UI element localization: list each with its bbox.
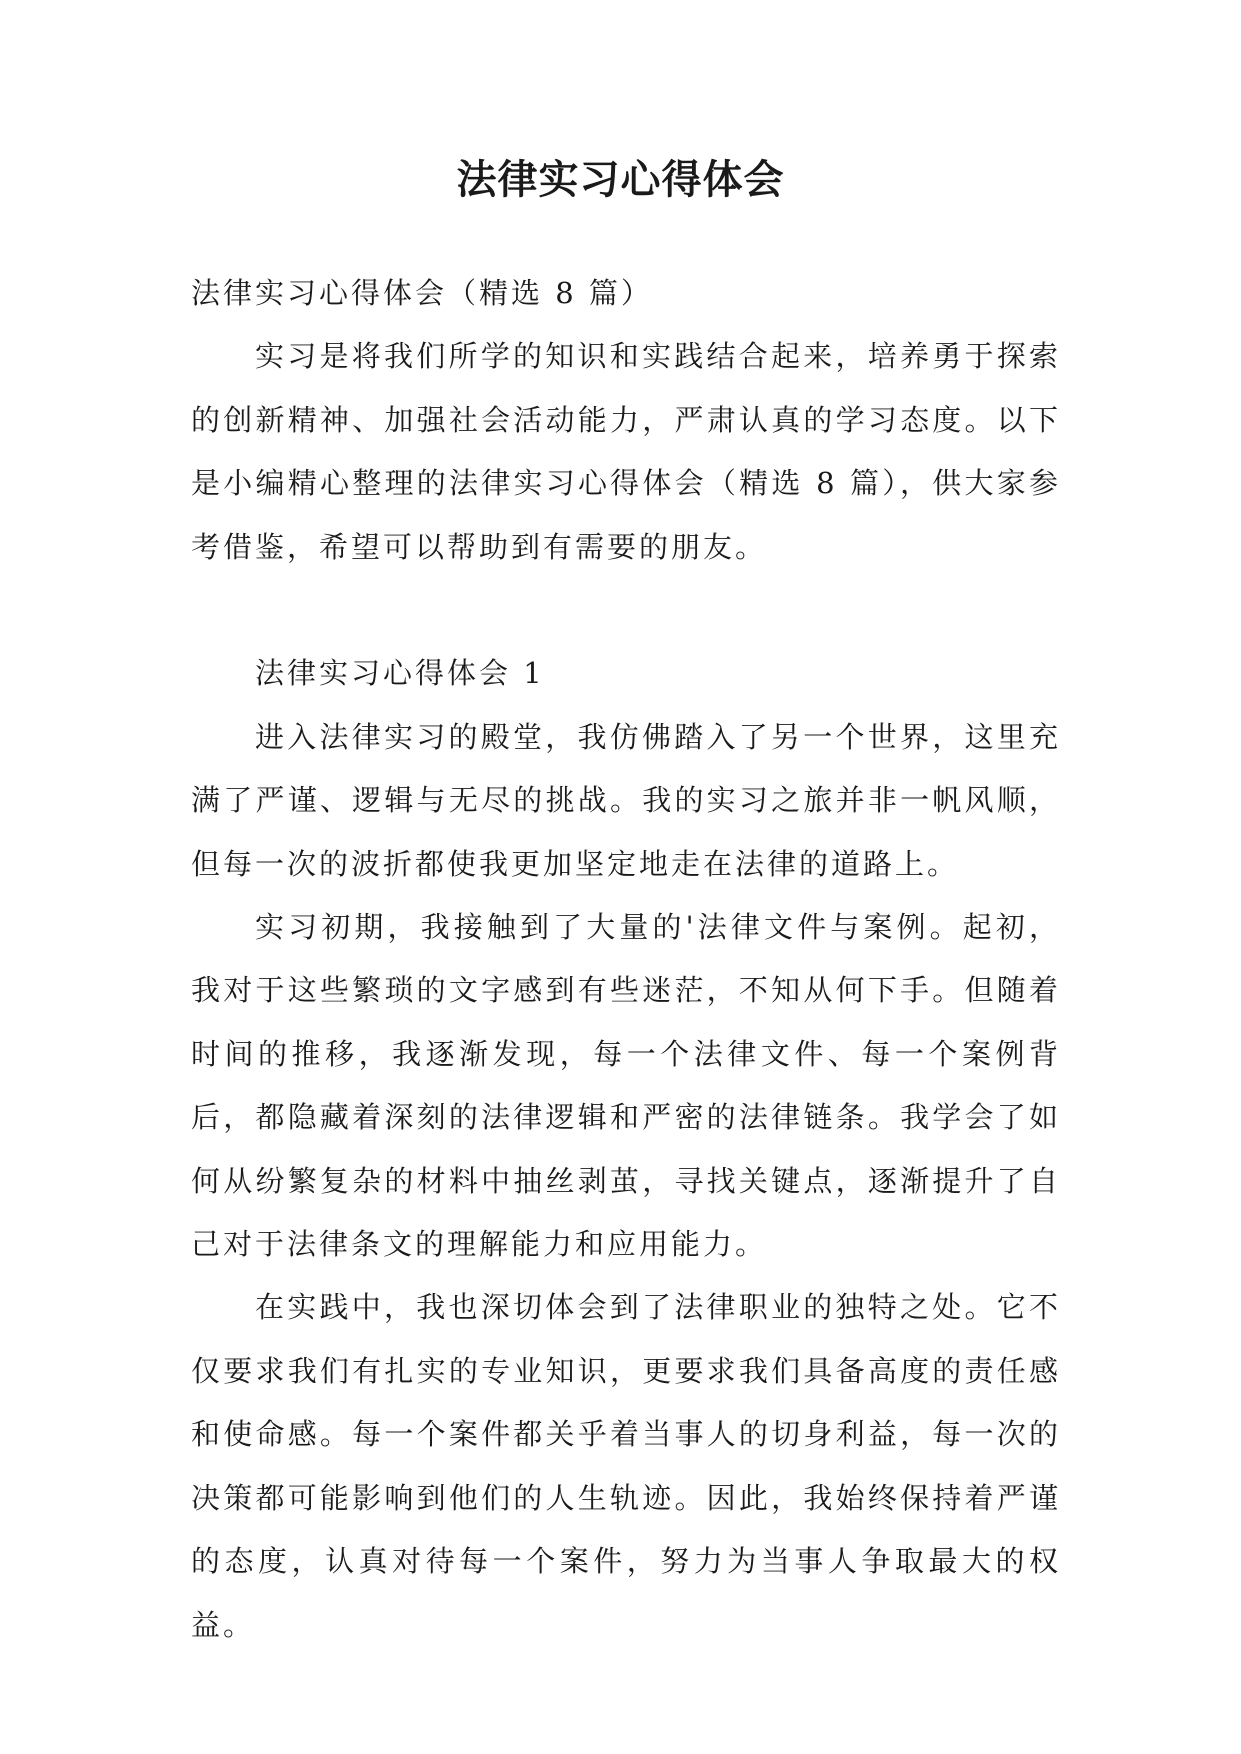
body-paragraph: 进入法律实习的殿堂，我仿佛踏入了另一个世界，这里充满了严谨、逻辑与无尽的挑战。我的实习之旅并非一帆风顺，但每一次的波折都使我更加坚定地走在法律的道路上。 [191,719,1061,881]
document-title: 法律实习心得体会 [456,156,785,203]
paragraph-spacer [191,579,1061,642]
document-body [191,262,1061,1657]
document-subtitle: 法律实习心得体会（精选 8 篇） [191,276,653,310]
section-heading: 法律实习心得体会 1 [255,656,545,691]
intro-paragraph: 实习是将我们所学的知识和实践结合起来，培养勇于探索的创新精神、加强社会活动能力，严肃认真的学习态度。以下是小编精心整理的法律实习心得体会（精选 8 篇），供大家参考借鉴，希望可以帮助到有需要的朋友。 [191,339,1061,564]
body-paragraph: 实习初期，我接触到了大量的'法律文件与案例。起初，我对于这些繁琐的文字感到有些迷茫，不知从何下手。但随着时间的推移，我逐渐发现，每一个法律文件、每一个案例背后，都隐藏着深刻的法律逻辑和严密的法律链条。我学会了如何从纷繁复杂的材料中抽丝剥茧，寻找关键点，逐渐提升了自己对于法律条文的理解能力和应用能力。 [191,910,1061,1262]
body-paragraph: 在实践中，我也深切体会到了法律职业的独特之处。它不仅要求我们有扎实的专业知识，更要求我们具备高度的责任感和使命感。每一个案件都关乎着当事人的切身利益，每一次的决策都可能影响到他们的人生轨迹。因此，我始终保持着严谨的态度，认真对待每一个案件，努力为当事人争取最大的权益。 [191,1290,1061,1642]
